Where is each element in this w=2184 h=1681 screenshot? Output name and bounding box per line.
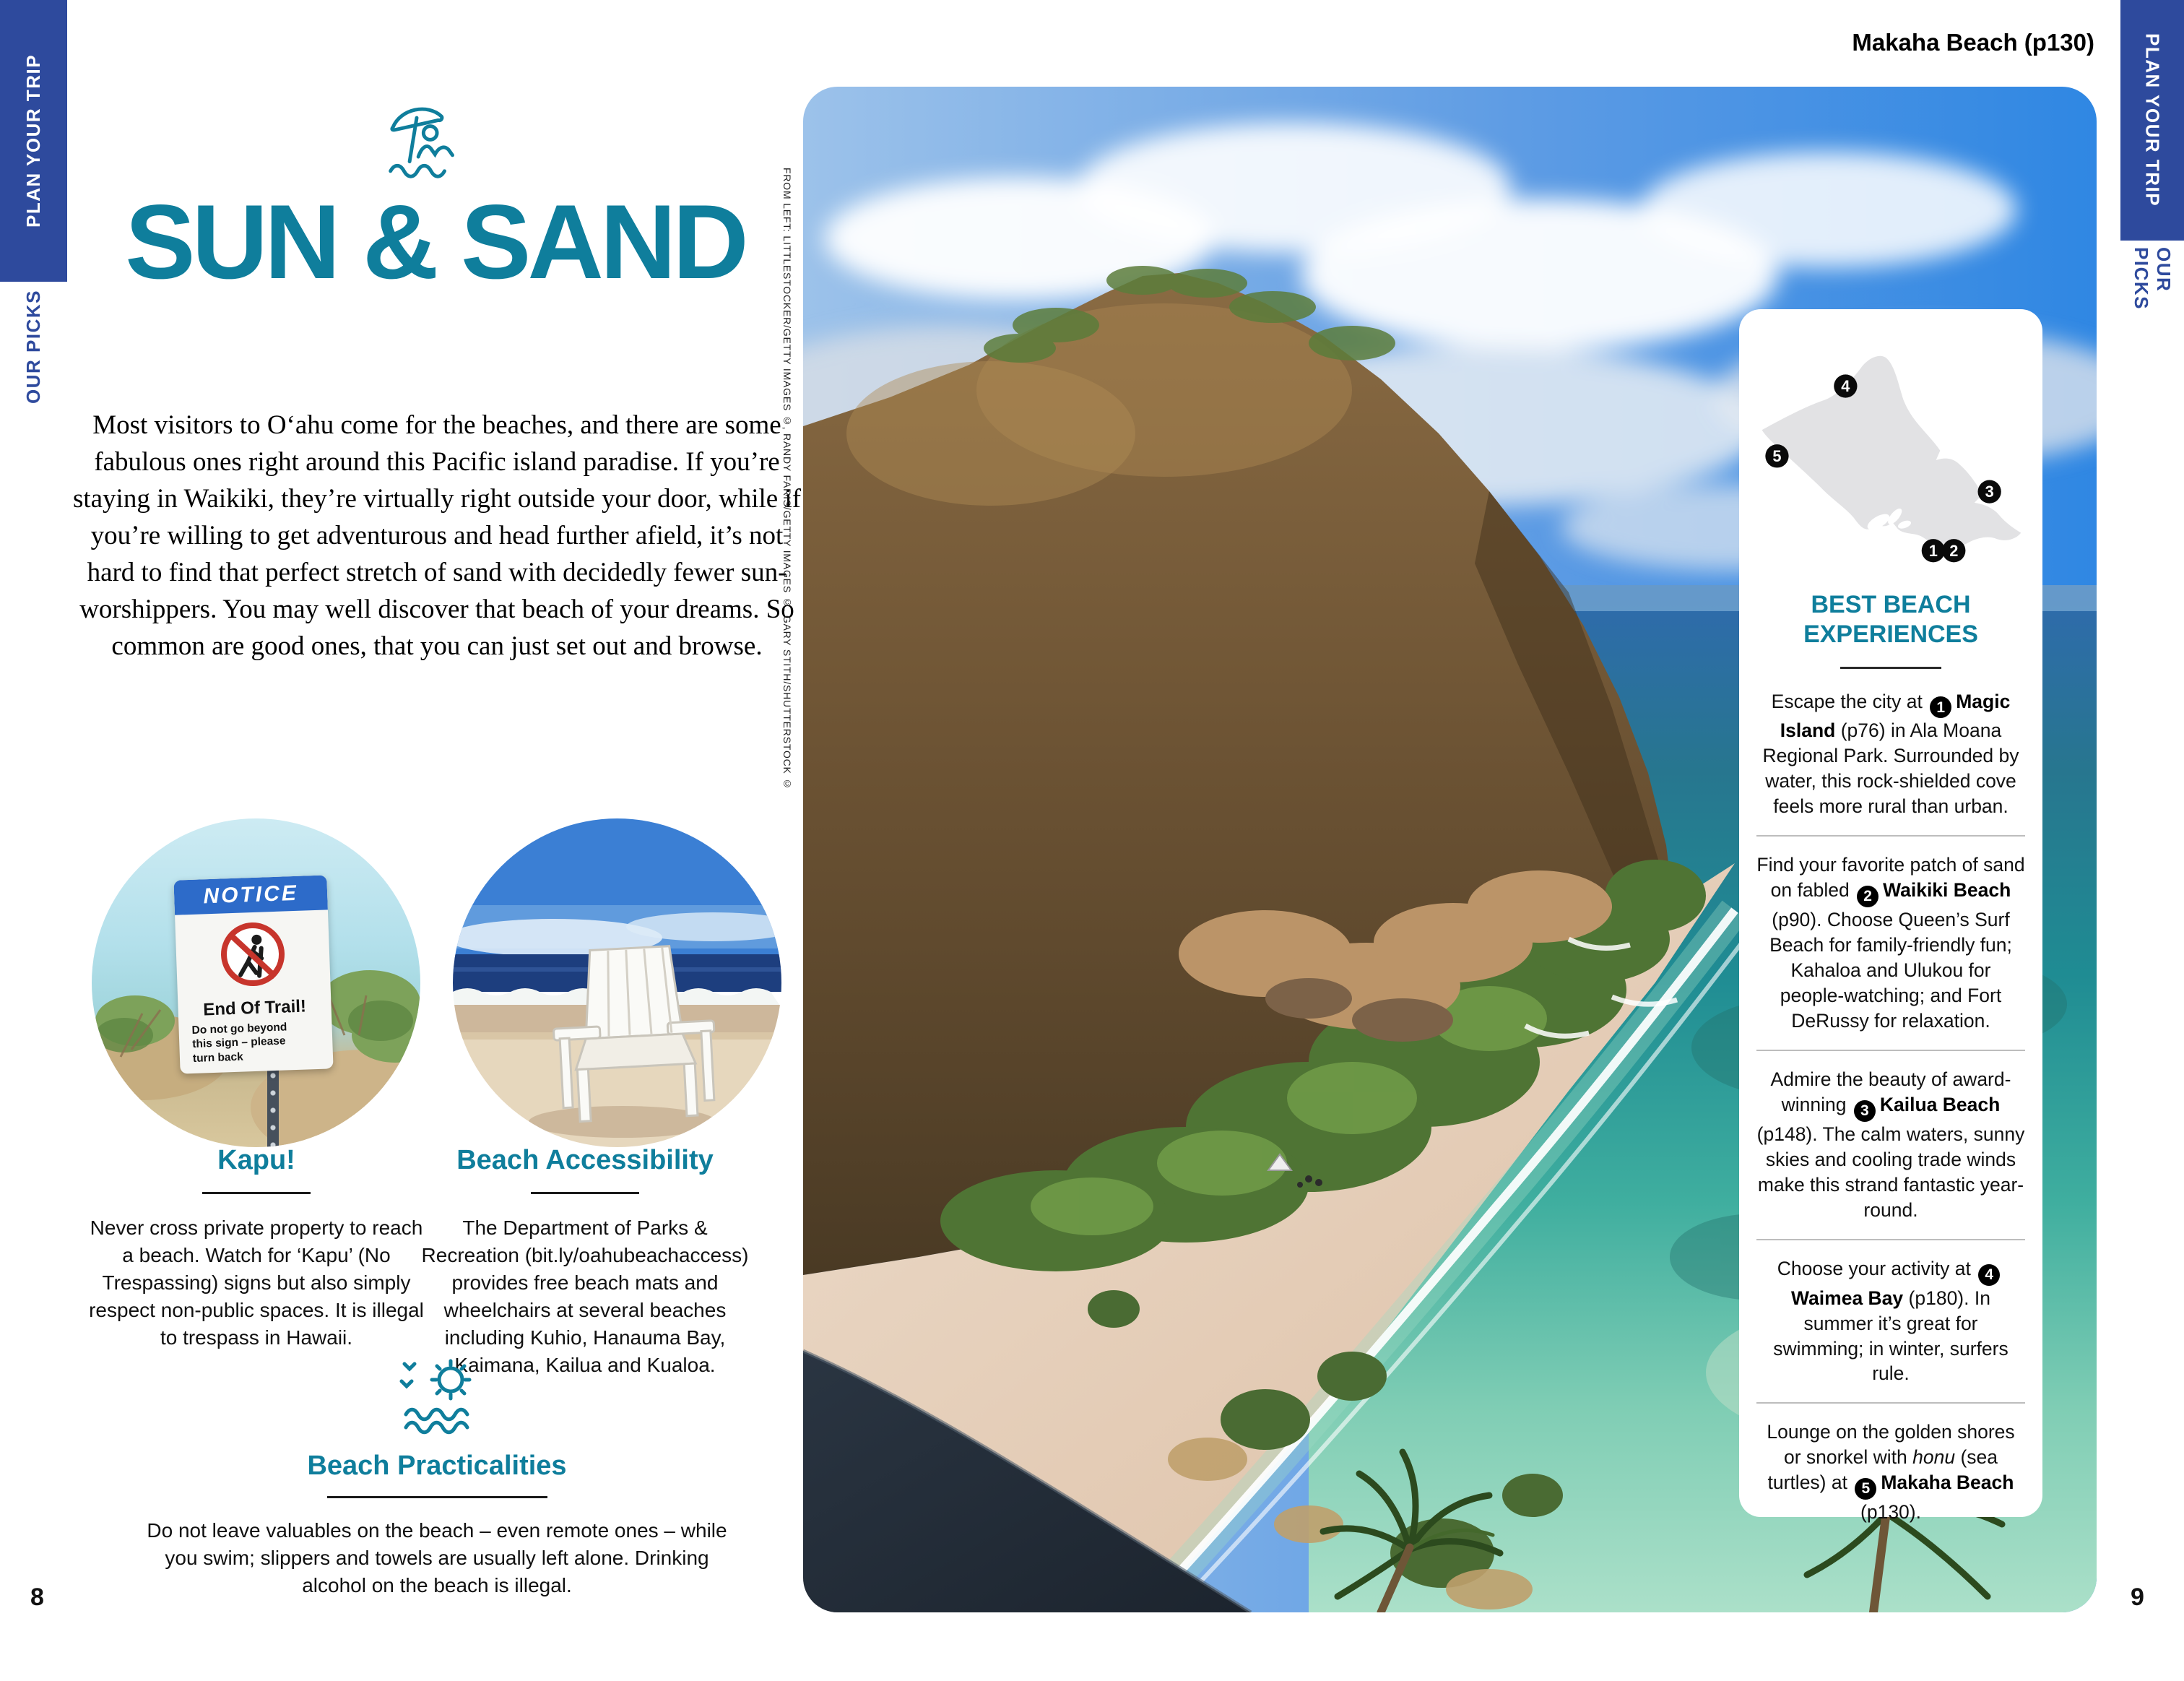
right-rail-blue-bar — [2120, 0, 2184, 241]
white-beach-chair-photo — [453, 818, 781, 1147]
left-rail-secondary-label: OUR PICKS — [22, 290, 44, 405]
svg-text:5: 5 — [1772, 446, 1782, 465]
tip-accessibility-heading: Beach Accessibility — [456, 1145, 714, 1175]
tip-accessibility — [404, 1145, 766, 1379]
map-number-badge: 2 — [1857, 886, 1878, 907]
end-of-trail-notice-sign-photo — [92, 818, 420, 1147]
svg-text:1: 1 — [1928, 541, 1938, 560]
sign-line-2: this sign – please — [192, 1034, 286, 1051]
umbrella-swimmer-waves-icon — [385, 101, 464, 181]
left-page-number: 8 — [30, 1583, 44, 1611]
experiences-rule — [1840, 667, 1941, 669]
best-beach-experiences-card — [1739, 309, 2042, 1524]
tip-kapu-body: Never cross private property to reach a beach. Watch for ‘Kapu’ (No Trespassing) signs but also simply respect non-public spaces. It is illegal to trespass in Hawaii. — [89, 1217, 424, 1349]
notice-sign-header: NOTICE — [173, 875, 328, 915]
tip-kapu-rule — [202, 1192, 311, 1194]
tip-accessibility-body: The Department of Parks & Recreation (bit.ly/oahubeachaccess) provides free beach mats and wheelchairs at several beaches including Kuhio, Hanauma Bay, Kaimana, Kailua and Kualoa. — [421, 1217, 749, 1377]
right-page-number: 9 — [2131, 1583, 2144, 1611]
map-number-badge: 3 — [1854, 1100, 1876, 1122]
oahu-map — [1756, 319, 2025, 574]
notice-sign — [173, 875, 333, 1073]
no-hiking-pictogram — [175, 914, 331, 998]
svg-text:4: 4 — [1841, 377, 1850, 396]
experience-list — [1756, 673, 2025, 1542]
tip-kapu-heading: Kapu! — [217, 1145, 295, 1175]
right-rail-secondary-label: OUR PICKS — [2131, 247, 2175, 310]
page-title: SUN & SAND — [125, 183, 745, 301]
map-number-badge: 1 — [1930, 696, 1951, 718]
sign-title: End Of Trail! — [202, 996, 307, 1020]
map-number-badge: 4 — [1978, 1264, 2000, 1286]
left-rail-blue-bar — [0, 0, 67, 282]
photo-caption: Makaha Beach (p130) — [1852, 29, 2094, 56]
beach-practicalities — [76, 1451, 798, 1599]
experience-item: Lounge on the golden shores or snorkel with honu (sea turtles) at 5 Makaha Beach (p130). — [1756, 1402, 2025, 1541]
sign-line-3: turn back — [192, 1050, 244, 1065]
sign-post — [267, 1068, 279, 1147]
left-rail-primary-label: PLAN YOUR TRIP — [22, 53, 44, 228]
beach-practicalities-rule — [327, 1496, 547, 1498]
experience-item: Escape the city at 1 Magic Island (p76) in Ala Moana Regional Park. Surrounded by water, this rock-shielded cove feels more rural than urban. — [1762, 690, 2019, 818]
experience-item: Find your favorite patch of sand on fabled 2 Waikiki Beach (p90). Choose Queen’s Surf Beach for family-friendly fun; Kahaloa and Ulukou for people-watching; and Fort DeRussy for relaxation. — [1756, 835, 2025, 1050]
map-number-badge: 5 — [1855, 1478, 1876, 1500]
right-rail-primary-label: PLAN YOUR TRIP — [2141, 33, 2164, 207]
experience-item: Choose your activity at 4Waimea Bay (p180). In summer it’s great for swimming; in winter, surfers rule. — [1756, 1239, 2025, 1403]
intro-paragraph: Most visitors to O‘ahu come for the beaches, and there are some fabulous ones right around this Pacific island paradise. If you’re staying in Waikiki, they’re virtually right outside your door, while if you’re willing to get adventurous and head further afield, it’s not hard to find that perfect stretch of sand with decidedly fewer sun-worshippers. You may well discover that beach of your dreams. So common are good ones, that you can just set out and browse. — [72, 410, 802, 662]
experience-item: Admire the beauty of award-winning 3 Kailua Beach (p148). The calm waters, sunny skies and cooling trade winds make this strand fantastic year-round. — [1756, 1050, 2025, 1239]
tip-kapu — [76, 1145, 437, 1352]
svg-text:2: 2 — [1949, 541, 1959, 560]
sign-line-1: Do not go beyond — [191, 1021, 287, 1037]
beach-practicalities-heading: Beach Practicalities — [307, 1451, 567, 1481]
sun-and-waves-icon — [396, 1352, 482, 1439]
svg-text:3: 3 — [1985, 483, 1994, 501]
tip-accessibility-rule — [531, 1192, 639, 1194]
beach-practicalities-body: Do not leave valuables on the beach – even remote ones – while you swim; slippers and towels are usually left alone. Drinking alcohol on the beach is illegal. — [147, 1519, 727, 1597]
photo-credit: FROM LEFT: LITTLESTOCKER/GETTY IMAGES ©, RANDY FARIS/GETTY IMAGES ©, GARY STITH/SHUTTERSTOCK © — [781, 168, 793, 790]
experiences-heading: BEST BEACH EXPERIENCES — [1803, 591, 1978, 648]
